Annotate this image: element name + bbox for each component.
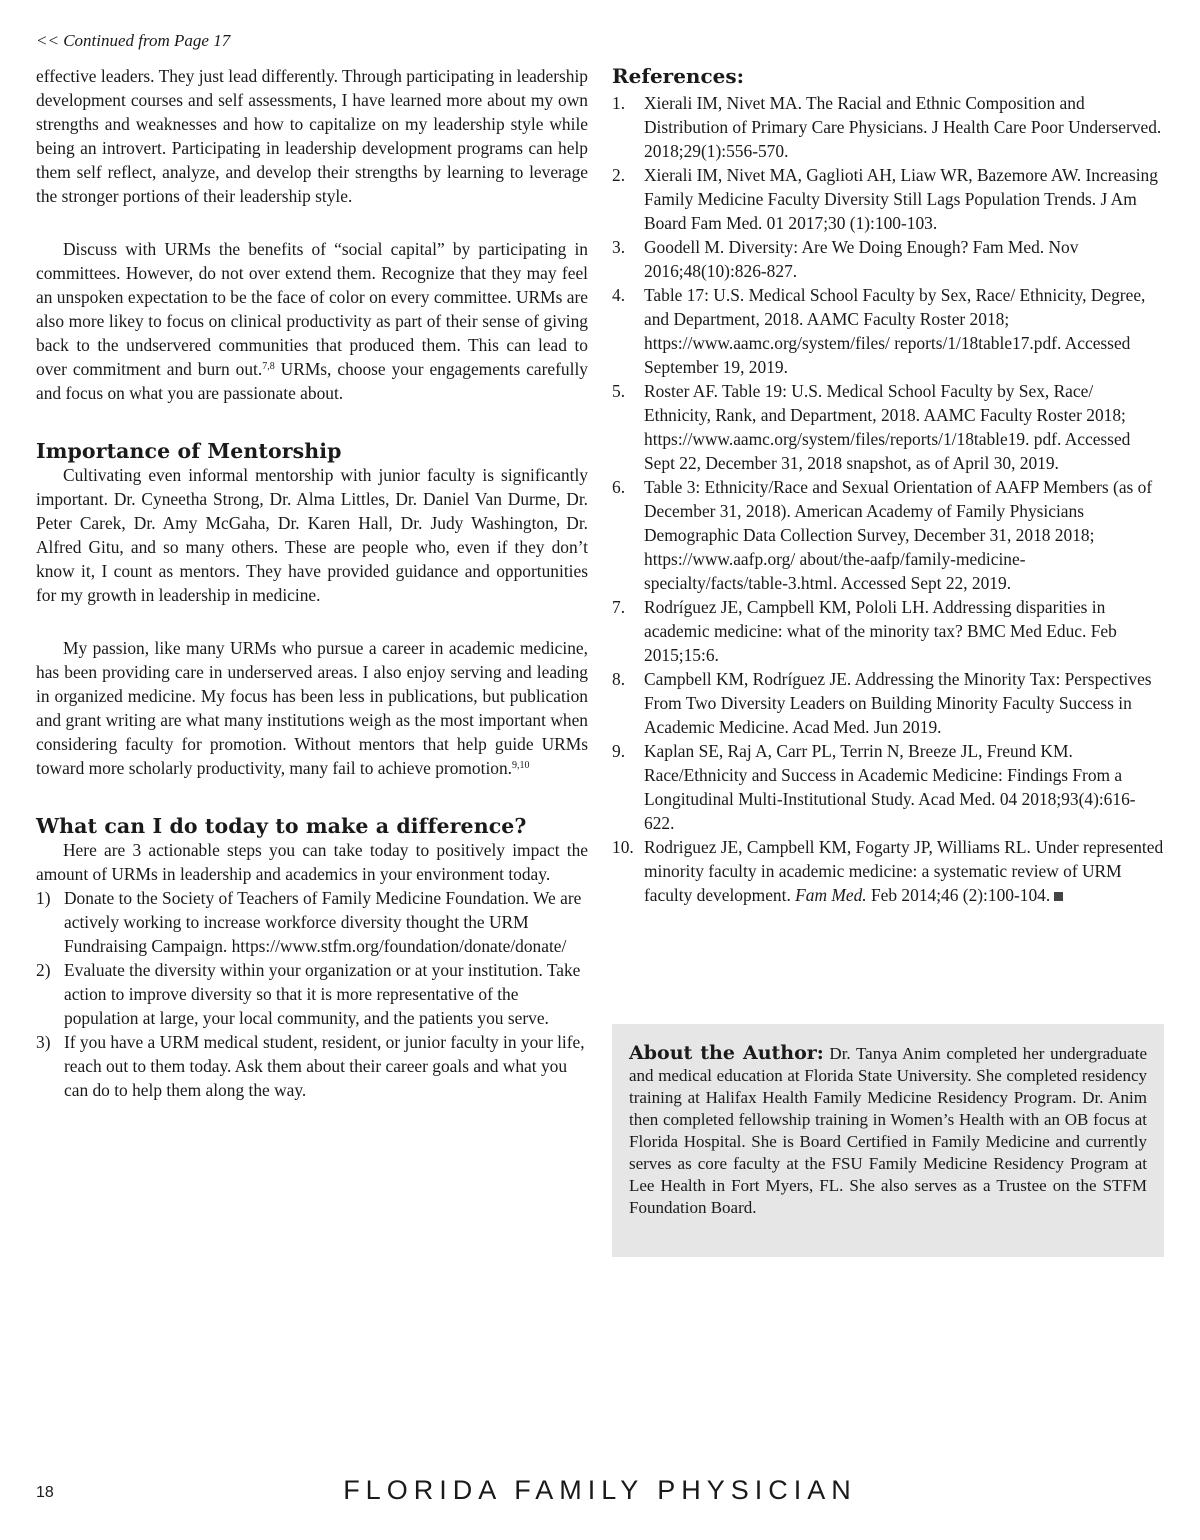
reference-item: [612, 667, 1164, 739]
reference-item: [612, 163, 1164, 235]
step-text: If you have a URM medical student, resident, or junior faculty in your life, reach out to them today. Ask them about their career goals and what you can do to help them along the way.: [64, 1032, 585, 1100]
action-step: [36, 1030, 588, 1102]
reference-number: 10.: [612, 837, 634, 857]
reference-text: Rodríguez JE, Campbell KM, Pololi LH. Addressing disparities in academic medicine: what of the minority tax? BMC Med Educ. Feb 2015;15:6.: [644, 597, 1117, 665]
reference-text: Roster AF. Table 19: U.S. Medical School Faculty by Sex, Race/ Ethnicity, Rank, and Department, 2018. AAMC Faculty Roster 2018; https://www.aamc.org/system/files/reports/1/18table19. pdf. Accessed Sept 22, December 31, 2018 snapshot, as of April 30, 2019.: [644, 381, 1131, 473]
reference-item: [612, 283, 1164, 379]
reference-number: 3.: [612, 237, 626, 257]
reference-number: 2.: [612, 165, 626, 185]
reference-item: [612, 739, 1164, 835]
citation-superscript: 7,8: [262, 361, 275, 372]
reference-number: 5.: [612, 381, 626, 401]
citation-superscript: 9,10: [512, 760, 530, 771]
references-heading: References:: [612, 64, 745, 88]
reference-number: 4.: [612, 285, 626, 305]
reference-text: Table 17: U.S. Medical School Faculty by Sex, Race/ Ethnicity, Degree, and Department, 2018. AAMC Faculty Roster 2018; https://www.aamc.org/system/files/ reports/1/18table17.pdf. Accessed September 19, 2019.: [644, 285, 1146, 377]
end-of-article-mark: [1054, 892, 1063, 901]
publication-masthead: FLORIDA FAMILY PHYSICIAN: [343, 1475, 857, 1505]
reference-text: Xierali IM, Nivet MA. The Racial and Ethnic Composition and Distribution of Primary Care Physicians. J Health Care Poor Underserved. 2018;29(1):556-570.: [644, 93, 1162, 161]
continued-from-note: << Continued from Page 17: [36, 31, 231, 50]
action-steps-list: [36, 886, 588, 1102]
reference-item: [612, 91, 1164, 163]
reference-text: Table 3: Ethnicity/Race and Sexual Orientation of AAFP Members (as of December 31, 2018). American Academy of Family Physicians Demographic Data Collection Survey, December 31, 2018 2018; https://www.aafp.org/ about/the-aafp/family-medicine-specialty/facts/table-3.html. Accessed Sept 22, 2019.: [644, 477, 1153, 593]
about-author-text: Dr. Tanya Anim completed her undergraduate and medical education at Florida State University. She completed residency training at Halifax Health Family Medicine Residency Program. Dr. Anim then completed fellowship training in Women’s Health with an OB focus at Florida Hospital. She is Board Certified in Family Medicine and currently serves as core faculty at the FSU Family Medicine Residency Program at Lee Health in Fort Myers, FL. She also serves as a Trustee on the STFM Foundation Board.: [629, 1044, 1147, 1217]
paragraph-text: My passion, like many URMs who pursue a career in academic medicine, has been providing care in underserved areas. I also enjoy serving and leading in organized medicine. My focus has been less in publications, but publication and grant writing are what many institutions weigh as the most important when considering faculty for promotion. Without mentors that help guide URMs toward more scholarly productivity, many fail to achieve promotion.: [36, 638, 588, 778]
page-number: 18: [36, 1484, 54, 1501]
reference-number: 7.: [612, 597, 626, 617]
step-number: 3): [36, 1032, 51, 1052]
reference-item: [612, 475, 1164, 595]
step-number: 2): [36, 960, 51, 980]
reference-text: Kaplan SE, Raj A, Carr PL, Terrin N, Breeze JL, Freund KM. Race/Ethnicity and Success in Academic Medicine: Findings From a Longitudinal Multi-Institutional Study. Acad Med. 04 2018;93(4):616-622.: [644, 741, 1136, 833]
section-heading-today: What can I do today to make a difference?: [36, 814, 527, 838]
reference-number: 8.: [612, 669, 626, 689]
reference-number: 9.: [612, 741, 626, 761]
step-text: Evaluate the diversity within your organization or at your institution. Take action to improve diversity so that it is more representative of the population at large, your local community, and the patients you serve.: [64, 960, 581, 1028]
action-step: [36, 958, 588, 1030]
reference-text: Campbell KM, Rodríguez JE. Addressing the Minority Tax: Perspectives From Two Diversity Leaders on Building Minority Faculty Success in Academic Medicine. Acad Med. Jun 2019.: [644, 669, 1152, 737]
reference-item: [612, 379, 1164, 475]
reference-number: 6.: [612, 477, 626, 497]
body-paragraph: Cultivating even informal mentorship with junior faculty is significantly important. Dr. Cyneetha Strong, Dr. Alma Littles, Dr. Daniel Van Durme, Dr. Peter Carek, Dr. Amy McGaha, Dr. Karen Hall, Dr. Judy Washington, Dr. Alfred Gitu, and so many others. These are people who, even if they don’t know it, I count as mentors. They have provided guidance and opportunities for my growth in leadership in medicine.: [36, 465, 588, 605]
right-column: [612, 64, 1164, 907]
section-heading-mentorship: Importance of Mentorship: [36, 439, 342, 463]
left-column: [36, 64, 588, 1102]
about-author-box: [612, 1024, 1164, 1257]
journal-name: Fam Med.: [795, 885, 867, 905]
body-paragraph: Here are 3 actionable steps you can take today to positively impact the amount of URMs in leadership and academics in your environment today.: [36, 840, 588, 884]
reference-item: [612, 235, 1164, 283]
step-text: Donate to the Society of Teachers of Family Medicine Foundation. We are actively working to increase workforce diversity thought the URM Fundraising Campaign. https://www.stfm.org/foundation/donate/donate/: [64, 888, 582, 956]
reference-text: Xierali IM, Nivet MA, Gaglioti AH, Liaw WR, Bazemore AW. Increasing Family Medicine Faculty Diversity Still Lags Population Trends. J Am Board Fam Med. 01 2017;30 (1):100-103.: [644, 165, 1158, 233]
reference-text-tail: Feb 2014;46 (2):100-104.: [866, 885, 1051, 905]
body-paragraph: [36, 237, 588, 405]
reference-text: Rodriguez JE, Campbell KM, Fogarty JP, Williams RL. Under represented minority faculty in academic medicine: a systematic review of URM faculty development.: [644, 837, 1164, 905]
reference-text: Goodell M. Diversity: Are We Doing Enough? Fam Med. Nov 2016;48(10):826-827.: [644, 237, 1079, 281]
about-author-label: About the Author:: [629, 1042, 824, 1064]
reference-number: 1.: [612, 93, 626, 113]
step-number: 1): [36, 888, 51, 908]
paragraph-text: URMs, choose your engagements carefully and focus on what you are passionate about.: [36, 359, 588, 403]
action-step: [36, 886, 588, 958]
reference-item: [612, 595, 1164, 667]
paragraph-text: Discuss with URMs the benefits of “social capital” by participating in committees. However, do not over extend them. Recognize that they may feel an unspoken expectation to be the face of color on every committee. URMs are also more likey to focus on clinical productivity as part of their sense of giving back to the undservered communities that produced them. This can lead to over commitment and burn out.: [36, 239, 588, 379]
reference-item: [612, 835, 1164, 907]
references-list: [612, 91, 1164, 907]
body-paragraph: effective leaders. They just lead differently. Through participating in leadership development courses and self assessments, I have learned more about my own strengths and weaknesses and how to capitalize on my leadership style while being an introvert. Participating in leadership development programs can help them self reflect, analyze, and develop their strengths by learning to leverage the stronger portions of their leadership style.: [36, 66, 588, 206]
body-paragraph: [36, 636, 588, 780]
